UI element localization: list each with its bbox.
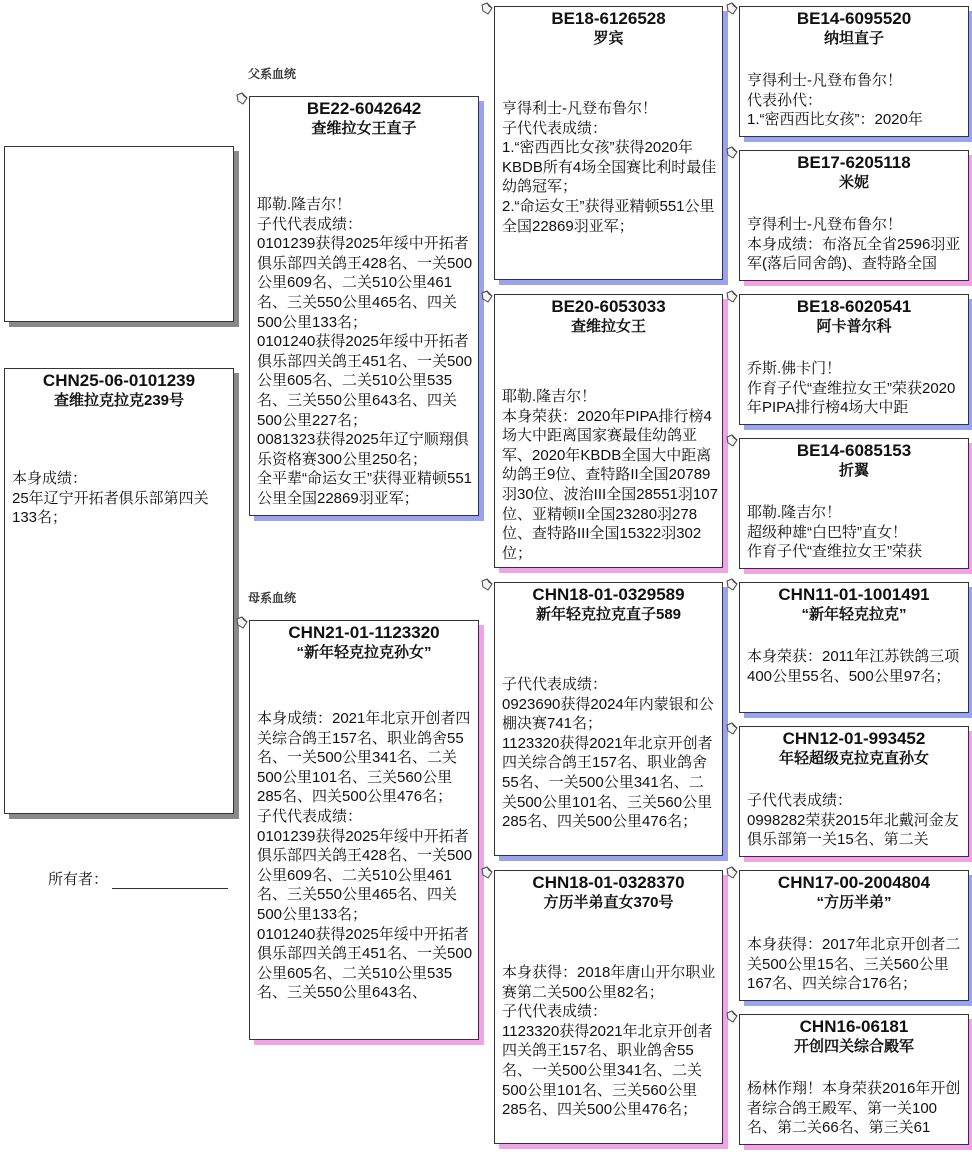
achievement-line: 1123320获得2021年北京开创者四关综合鸽王157名、职业鸽舍55名、一关500公里341名、二关500公里101名、三关560公里285名、四关500公里476名； [502, 734, 713, 831]
pigeon-name: 查维拉克拉克239号 [53, 392, 185, 409]
ring-number: CHN18-01-0329589 [532, 585, 685, 604]
achievement-text [740, 503, 968, 562]
owner-field [48, 868, 228, 889]
pedigree-card-gen3-1[interactable] [494, 294, 723, 568]
edit-pencil-icon[interactable] [725, 290, 739, 304]
edit-pencil-icon[interactable] [725, 146, 739, 160]
pedigree-card-sire[interactable] [249, 96, 479, 516]
pigeon-name: 米妮 [838, 174, 869, 191]
pigeon-name: 纳坦直子 [823, 30, 884, 47]
owner-blank-line[interactable] [112, 873, 228, 889]
pigeon-name: 查维拉女王直子 [311, 120, 417, 137]
achievement-line: 0081323获得2025年辽宁顺翔俱乐资格赛300公里250名； [257, 431, 469, 468]
ring-number: BE22-6042642 [306, 99, 422, 118]
sire-line-label: 父系血统 [248, 67, 297, 81]
ring-number: CHN21-01-1123320 [288, 623, 440, 642]
achievement-text [250, 195, 478, 509]
achievement-line: 0101240获得2025年绥中开拓者俱乐部四关鸽王451名、一关500公里605名、二关510公里535名、三关550公里643名、 [257, 925, 473, 1002]
pedigree-card-dam[interactable] [249, 620, 479, 1040]
achievement-line: 0101239获得2025年绥中开拓者俱乐部四关鸽王428名、一关500公里609名、二关510公里461名、三关550公里465名、四关500公里133名； [257, 235, 473, 331]
edit-pencil-icon[interactable] [725, 2, 739, 16]
ring-number: CHN12-01-993452 [782, 729, 926, 748]
pigeon-name: 查维拉女王 [570, 318, 646, 335]
edit-pencil-icon[interactable] [235, 616, 249, 630]
edit-pencil-icon[interactable] [725, 1010, 739, 1024]
achievement-line: 0101239获得2025年绥中开拓者俱乐部四关鸽王428名、一关500公里609名、二关510公里461名、三关550公里465名、四关500公里133名； [257, 827, 473, 923]
pigeon-name: 方历半弟直女370号 [543, 894, 674, 911]
achievement-text [740, 215, 968, 274]
pigeon-name: 阿卡普尔科 [816, 318, 892, 335]
edit-pencil-icon[interactable] [480, 2, 494, 16]
achievement-line: 子代代表成绩： [747, 792, 853, 809]
achievement-line: 亨得利士-凡登布鲁尔！ [502, 100, 657, 117]
edit-pencil-icon[interactable] [725, 722, 739, 736]
ring-number: CHN16-06181 [799, 1017, 909, 1036]
achievement-line: 子代代表成绩： [502, 119, 608, 137]
pedigree-card-gen4-0[interactable] [739, 6, 969, 137]
achievement-line: 亨得利士-凡登布鲁尔！ [747, 216, 902, 233]
pedigree-card-gen4-6[interactable] [739, 870, 969, 1001]
achievement-text [740, 647, 968, 686]
achievement-line: 耶勒.隆吉尔！ [502, 388, 597, 405]
achievement-text [740, 791, 968, 850]
pigeon-name: 开创四关综合殿军 [793, 1038, 914, 1055]
achievement-line: 0101240获得2025年绥中开拓者俱乐部四关鸽王451名、一关500公里605名、二关510公里535名、三关550公里643名、四关500公里227名； [257, 333, 473, 429]
achievement-text [495, 963, 722, 1120]
pedigree-card-gen4-4[interactable] [739, 582, 969, 713]
achievement-line: 本身获得：2017年北京开创者二关500公里15名、三关560公里167名、四关综合176名； [747, 936, 961, 993]
achievement-line: 本身获得：2018年唐山开尔职业赛第二关500公里82名； [502, 964, 716, 1001]
ring-number: BE20-6053033 [551, 297, 666, 316]
pedigree-card-gen3-0[interactable] [494, 6, 723, 280]
achievement-line: 代表孙代： [747, 91, 823, 109]
ring-number: BE18-6126528 [551, 9, 666, 28]
pedigree-card-subject[interactable] [4, 368, 234, 814]
achievement-line: 本身成绩： [12, 470, 88, 487]
achievement-line: 25年辽宁开拓者俱乐部第四关133名； [12, 489, 209, 527]
achievement-line: 子代代表成绩： [257, 807, 363, 825]
achievement-line: 本身荣获：2011年江苏铁鸽三项400公里55名、500公里97名； [747, 648, 960, 685]
achievement-line: 1.“密西西比女孩”：2020年 [747, 111, 923, 129]
achievement-text [495, 675, 722, 832]
edit-pencil-icon[interactable] [725, 434, 739, 448]
achievement-line: 0998282荣获2015年北戴河金友俱乐部第一关15名、第二关 [747, 811, 959, 849]
pedigree-card-gen4-3[interactable] [739, 438, 969, 569]
ring-number: BE18-6020541 [796, 297, 912, 316]
edit-pencil-icon[interactable] [480, 866, 494, 880]
pigeon-name: “新年轻克拉克” [801, 606, 907, 623]
achievement-text [740, 71, 968, 130]
dam-line-label: 母系血统 [248, 591, 297, 605]
achievement-text [5, 469, 233, 528]
achievement-line: 子代代表成绩： [502, 676, 608, 693]
pigeon-name: 罗宾 [593, 30, 624, 47]
pedigree-card-gen3-3[interactable] [494, 870, 723, 1144]
achievement-line: 乔斯.佛卡门！ [747, 360, 842, 377]
achievement-text [740, 1079, 968, 1138]
owner-label: 所有者： [48, 871, 109, 888]
achievement-line: 全平辈“命运女王”获得亚精顿551公里全国22869羽亚军； [257, 470, 473, 507]
achievement-line: 本身成绩：2021年北京开创者四关综合鸽王157名、职业鸽舍55名、一关500公里341名、二关500公里101名、三关560公里285名、四关500公里476名； [257, 710, 471, 806]
achievement-line: 本身成绩：布洛瓦全省2596羽亚军(落后同舍鸽)、查特路全国 [747, 235, 961, 273]
edit-pencil-icon[interactable] [480, 290, 494, 304]
photo-box [4, 146, 234, 322]
ring-number: BE17-6205118 [797, 153, 911, 172]
achievement-line: 2.“命运女王”获得亚精顿551公里全国22869羽亚军； [502, 197, 715, 235]
pigeon-name: “方历半弟” [816, 894, 892, 911]
pedigree-card-gen4-7[interactable] [739, 1014, 969, 1145]
achievement-text [740, 935, 968, 994]
achievement-line: 本身荣获：2020年PIPA排行榜4场大中距离国家赛最佳幼鸽亚军、2020年KBDB全国大中距离幼鸽王9位、查特路II全国20789羽30位、波治III全国28551羽107位、亚精顿II全国23280羽278位、查特路III全国15322羽302位； [502, 407, 718, 562]
pigeon-name: 年轻超级克拉克直孙女 [778, 750, 929, 767]
achievement-line: 1.“密西西比女孩”获得2020年KBDB所有4场全国赛比利时最佳幼鸽冠军； [502, 139, 717, 196]
edit-pencil-icon[interactable] [725, 866, 739, 880]
pedigree-card-gen4-5[interactable] [739, 726, 969, 857]
ring-number: CHN17-00-2004804 [777, 873, 931, 892]
ring-number: CHN18-01-0328370 [532, 873, 685, 892]
achievement-text [740, 359, 968, 418]
achievement-text [250, 709, 478, 1003]
pigeon-name: 新年轻克拉克直子589 [535, 606, 682, 623]
ring-number: BE14-6095520 [796, 9, 912, 28]
achievement-line: 超级种雄“白巴特”直女！ [747, 523, 907, 541]
edit-pencil-icon[interactable] [480, 578, 494, 592]
pigeon-name: 折翼 [838, 462, 869, 479]
pedigree-card-gen4-2[interactable] [739, 294, 969, 425]
ring-number: CHN25-06-0101239 [42, 371, 196, 390]
achievement-line: 亨得利士-凡登布鲁尔！ [747, 72, 902, 89]
achievement-line: 作育子代“查维拉女王”荣获2020年PIPA排行榜4场大中距 [747, 379, 956, 417]
pedigree-card-gen3-2[interactable] [494, 582, 723, 856]
achievement-line: 杨林作翔！本身荣获2016年开创者综合鸽王殿军、第一关100名、第二关66名、第三关61 [747, 1080, 961, 1137]
ring-number: CHN11-01-1001491 [778, 585, 930, 604]
achievement-text [495, 99, 722, 236]
edit-pencil-icon[interactable] [235, 92, 249, 106]
ring-number: BE14-6085153 [796, 441, 912, 460]
achievement-line: 耶勒.隆吉尔！ [257, 196, 352, 213]
achievement-text [495, 387, 722, 563]
achievement-line: 耶勒.隆吉尔！ [747, 504, 842, 521]
achievement-line: 1123320获得2021年北京开创者四关鸽王157名、职业鸽舍55名、一关500公里341名、二关500公里101名、三关560公里285名、四关500公里476名； [502, 1022, 713, 1119]
achievement-line: 作育子代“查维拉女王”荣获 [747, 543, 922, 561]
edit-pencil-icon[interactable] [725, 578, 739, 592]
pigeon-name: “新年轻克拉克孙女” [296, 644, 432, 661]
achievement-line: 0923690获得2024年内蒙银和公棚决赛741名； [502, 695, 714, 733]
achievement-line: 子代代表成绩： [257, 215, 363, 233]
achievement-line: 子代代表成绩： [502, 1003, 608, 1021]
pedigree-card-gen4-1[interactable] [739, 150, 969, 281]
